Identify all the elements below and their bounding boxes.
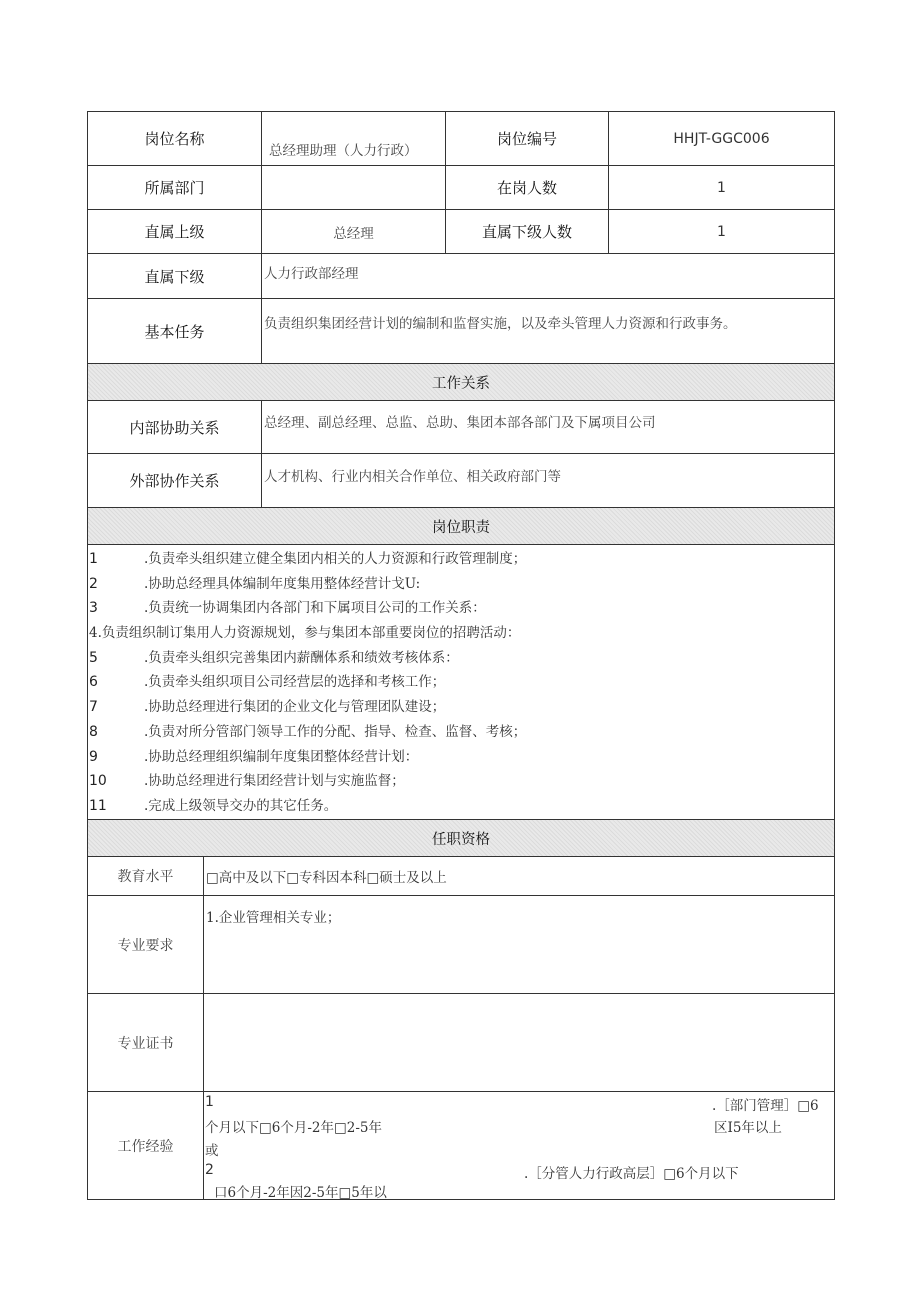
duty-text: .负责牵头组织建立健全集团内相关的人力资源和行政管理制度； (144, 551, 527, 567)
department-value (262, 166, 446, 209)
duty-item (88, 596, 834, 621)
major-label: 专业要求 (88, 896, 204, 993)
duty-number: 10 (89, 773, 107, 790)
duty-item (88, 646, 834, 671)
duty-item (88, 621, 834, 646)
duties-list (88, 545, 835, 819)
duty-item (88, 572, 834, 597)
row-experience (88, 1092, 835, 1200)
headcount-value: 1 (609, 166, 835, 209)
department-label: 所属部门 (88, 166, 262, 209)
row-duties-list (88, 545, 835, 820)
certificate-label: 专业证书 (88, 994, 204, 1091)
experience-item-1-dept: .［部门管理］□6 (712, 1098, 819, 1114)
section-work-relations (88, 364, 835, 401)
duty-text: .协助总经理进行集团经营计划与实施监督； (144, 773, 405, 790)
education-value: □高中及以下□专科因本科□硕士及以上 (204, 857, 835, 895)
subordinate-count-value: 1 (609, 210, 835, 253)
section-duties (88, 508, 835, 545)
duty-item (88, 670, 834, 695)
position-code-value: HHJT-GGC006 (609, 112, 835, 165)
experience-label: 工作经验 (88, 1092, 204, 1199)
internal-relations-label: 内部协助关系 (88, 401, 262, 453)
superior-label: 直属上级 (88, 210, 262, 253)
row-major (88, 896, 835, 994)
row-external-relations (88, 454, 835, 508)
duty-text: .协助总经理进行集团的企业文化与管理团队建设； (144, 699, 446, 716)
duties-title: 岗位职责 (88, 508, 835, 544)
major-value: 1.企业管理相关专业； (204, 896, 835, 993)
duty-number: 11 (89, 797, 107, 814)
row-education (88, 857, 835, 896)
basic-task-value: 负责组织集团经营计划的编制和监督实施，以及牵头管理人力资源和行政事务。 (262, 299, 835, 363)
duty-number: 5 (89, 649, 98, 666)
duty-item (88, 745, 834, 770)
work-relations-title: 工作关系 (88, 364, 835, 400)
duty-number: 9 (89, 748, 98, 765)
superior-value: 总经理 (262, 210, 446, 253)
experience-item-2-scope: .［分管人力行政高层］□6个月以下 (524, 1166, 739, 1182)
duty-text: .负责牵头组织项目公司经营层的选择和考核工作； (144, 674, 446, 691)
row-certificate (88, 994, 835, 1092)
row-internal-relations (88, 401, 835, 454)
job-description-table (87, 111, 835, 1200)
subordinate-count-label: 直属下级人数 (446, 210, 609, 253)
duty-number: 8 (89, 723, 98, 740)
subordinate-value: 人力行政部经理 (262, 254, 835, 298)
duty-text: .完成上级领导交办的其它任务。 (144, 797, 338, 814)
experience-item-1-options-end: 区I5年以上 (714, 1120, 782, 1136)
external-relations-value: 人才机构、行业内相关合作单位、相关政府部门等 (262, 454, 835, 507)
qualifications-title: 任职资格 (88, 820, 835, 856)
duty-item (88, 794, 834, 819)
row-subordinate (88, 254, 835, 299)
duty-text: .协助总经理组织编制年度集团整体经营计划： (144, 748, 419, 765)
duty-text: .协助总经理具体编制年度集用整体经营计戈U: (144, 575, 421, 592)
row-department (88, 166, 835, 210)
duty-item (88, 720, 834, 745)
position-name-label: 岗位名称 (88, 112, 262, 165)
duty-item (88, 769, 834, 794)
education-label: 教育水平 (88, 857, 204, 895)
row-superior (88, 210, 835, 254)
experience-value (204, 1092, 835, 1199)
duty-item (88, 695, 834, 720)
experience-item-2-number: 2 (205, 1162, 214, 1178)
duty-item (88, 547, 834, 572)
certificate-value (204, 994, 835, 1091)
basic-task-label: 基本任务 (88, 299, 262, 363)
duty-text: .负责对所分管部门领导工作的分配、指导、检查、监督、考核； (144, 723, 527, 740)
duty-number: 6 (89, 674, 98, 691)
experience-item-2-options: 口6个月-2年因2-5年□5年以 (214, 1185, 387, 1199)
duty-number: 7 (89, 699, 98, 716)
position-name-value: 总经理助理（人力行政） (262, 112, 446, 165)
external-relations-label: 外部协作关系 (88, 454, 262, 507)
experience-item-1-number: 1 (205, 1094, 214, 1110)
section-qualifications (88, 820, 835, 857)
duty-number: 1 (89, 551, 98, 567)
subordinate-label: 直属下级 (88, 254, 262, 298)
duty-number: 3 (89, 600, 98, 617)
duty-text: .负责统一协调集团内各部门和下属项目公司的工作关系： (144, 600, 486, 617)
headcount-label: 在岗人数 (446, 166, 609, 209)
row-basic-task (88, 299, 835, 364)
duty-number: 2 (89, 575, 98, 592)
experience-item-1-options: 个月以下□6个月-2年□2-5年 (205, 1120, 382, 1136)
experience-or: 或 (205, 1143, 219, 1159)
row-position (88, 112, 835, 166)
internal-relations-value: 总经理、副总经理、总监、总助、集团本部各部门及下属项目公司 (262, 401, 835, 453)
duty-text: 4.负责组织制订集用人力资源规划，参与集团本部重要岗位的招聘活动： (89, 625, 521, 642)
duty-text: .负责牵头组织完善集团内薪酬体系和绩效考核体系： (144, 649, 459, 666)
position-code-label: 岗位编号 (446, 112, 609, 165)
